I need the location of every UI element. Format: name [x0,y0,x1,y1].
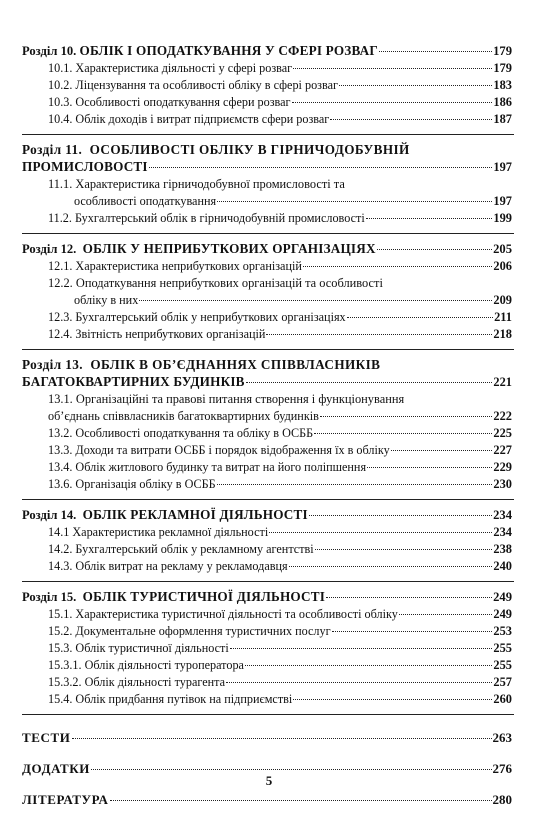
toc-item [22,425,512,442]
section-title-line1: ОБЛІК В ОБ’ЄДНАННЯХ СПІВВЛАСНИКІВ [90,357,381,372]
leader-dots [367,467,492,468]
item-label: 15.4. Облік придбання путівок на підприємстві [48,692,293,706]
leader-dots [366,218,493,219]
page-ref: 197 [493,160,512,174]
leader-dots [309,515,492,516]
section-divider [22,499,514,500]
leader-dots [292,102,493,103]
page-ref: 211 [494,310,512,324]
toc-section-14 [22,506,512,575]
page-ref: 179 [493,44,512,58]
item-label: 13.6. Організація обліку в ОСББ [48,477,216,491]
toc-item [22,275,512,309]
section-heading [22,141,512,176]
leader-dots [332,631,493,632]
section-title-line2: БАГАТОКВАРТИРНИХ БУДИНКІВ [22,374,245,389]
page-ref: 253 [493,624,512,638]
item-label: 11.2. Бухгалтерський облік в гірничодобувній промисловості [48,211,365,225]
item-label: 15.3.2. Облік діяльності турагента [48,675,226,689]
page-ref: 234 [493,525,512,539]
page-ref: 240 [493,559,512,573]
item-label: 13.2. Особливості оподаткування та обліку в ОСББ [48,426,314,440]
item-label-line1: 11.1. Характеристика гірничодобувної промисловості та [48,177,345,191]
leader-dots [226,682,492,683]
page-ref: 234 [493,508,512,522]
leader-dots [379,51,492,52]
page-ref: 186 [493,95,512,109]
toc-item [22,326,512,343]
toc-item [22,541,512,558]
page-ref: 280 [492,792,512,807]
page-ref: 249 [493,607,512,621]
page-ref: 276 [492,761,512,776]
page-ref: 209 [493,293,512,307]
toc-item [22,459,512,476]
section-divider [22,581,514,582]
section-prefix: Розділ 10. [22,44,77,58]
section-prefix: Розділ 13. [22,357,83,372]
back-label: ТЕСТИ [22,730,71,745]
page-ref: 197 [493,194,512,208]
item-label: 10.3. Особливості оподаткування сфери розваг [48,95,291,109]
page-ref: 206 [493,259,512,273]
section-prefix: Розділ 15. [22,590,77,604]
toc-item [22,657,512,674]
toc-item [22,60,512,77]
leader-dots [245,665,492,666]
section-divider [22,714,514,715]
table-of-contents [22,42,512,808]
leader-dots [230,648,493,649]
item-label: 15.3. Облік туристичної діяльності [48,641,229,655]
toc-item [22,558,512,575]
page-ref: 183 [493,78,512,92]
toc-back-tests [22,729,512,746]
toc-item [22,674,512,691]
toc-item [22,176,512,210]
item-label: 10.2. Ліцензування та особливості обліку в сфері розваг [48,78,338,92]
leader-dots [315,549,493,550]
section-divider [22,134,514,135]
item-label-line2: об’єднань співвласників багатоквартирних будинків [48,409,319,423]
section-title-line1: ОСОБЛИВОСТІ ОБЛІКУ В ГІРНИЧОДОБУВНІЙ [89,142,410,157]
section-title: ОБЛІК ТУРИСТИЧНОЇ ДІЯЛЬНОСТІ [82,589,326,604]
leader-dots [314,433,492,434]
section-heading [22,42,512,60]
page-ref: 187 [493,112,512,126]
item-label: 10.4. Облік доходів і витрат підприємств сфери розваг [48,112,330,126]
page-ref: 218 [493,327,512,341]
item-label: 12.4. Звітність неприбуткових організацій [48,327,266,341]
section-title: ОБЛІК РЕКЛАМНОЇ ДІЯЛЬНОСТІ [82,507,308,522]
section-prefix: Розділ 12. [22,242,77,256]
section-title: ОБЛІК І ОПОДАТКУВАННЯ У СФЕРІ РОЗВАГ [79,43,378,58]
leader-dots [217,484,493,485]
page-ref: 205 [493,242,512,256]
leader-dots [149,167,493,168]
leader-dots [110,800,492,801]
page-ref: 249 [493,590,512,604]
item-label: 13.4. Облік житлового будинку та витрат на його поліпшення [48,460,367,474]
section-divider [22,233,514,234]
section-heading [22,506,512,524]
leader-dots [91,769,491,770]
leader-dots [330,119,492,120]
page-ref: 222 [493,409,512,423]
leader-dots [266,334,492,335]
item-label: 14.2. Бухгалтерський облік у рекламному агентстві [48,542,314,556]
toc-item [22,111,512,128]
section-title-line2: ПРОМИСЛОВОСТІ [22,159,148,174]
leader-dots [289,566,493,567]
toc-section-11 [22,141,512,227]
page-ref: 263 [492,730,512,745]
toc-back-literature [22,791,512,808]
item-label-line1: 13.1. Організаційні та правові питання створення і функціонування [48,392,405,406]
toc-item [22,606,512,623]
section-divider [22,349,514,350]
item-label: 10.1. Характеристика діяльності у сфері розваг [48,61,293,75]
toc-item [22,309,512,326]
leader-dots [246,382,493,383]
page-ref: 225 [493,426,512,440]
page-ref: 260 [493,692,512,706]
leader-dots [139,300,492,301]
item-label: 12.1. Характеристика неприбуткових організацій [48,259,302,273]
page-ref: 179 [493,61,512,75]
page-ref: 227 [493,443,512,457]
item-label: 14.1 Характеристика рекламної діяльності [48,525,269,539]
leader-dots [391,450,493,451]
back-label: ДОДАТКИ [22,761,91,776]
item-label: 12.3. Бухгалтерський облік у неприбуткових організаціях [48,310,346,324]
leader-dots [293,699,492,700]
toc-item [22,476,512,493]
toc-item [22,94,512,111]
leader-dots [347,317,493,318]
leader-dots [72,738,492,739]
section-prefix: Розділ 14. [22,508,77,522]
toc-section-15 [22,588,512,708]
page-ref: 230 [493,477,512,491]
leader-dots [303,266,493,267]
leader-dots [217,201,492,202]
leader-dots [339,85,492,86]
toc-item [22,258,512,275]
leader-dots [326,597,492,598]
toc-item [22,442,512,459]
page-ref: 255 [493,658,512,672]
toc-item [22,640,512,657]
item-label: 15.3.1. Облік діяльності туроператора [48,658,244,672]
toc-item [22,524,512,541]
leader-dots [269,532,492,533]
page-ref: 255 [493,641,512,655]
item-label-line2: особливості оподаткування [74,194,217,208]
page-ref: 229 [493,460,512,474]
toc-item [22,623,512,640]
toc-section-12 [22,240,512,343]
item-label: 15.1. Характеристика туристичної діяльності та особливості обліку [48,607,398,621]
page-number: 5 [265,773,273,788]
section-heading [22,356,512,391]
toc-item [22,77,512,94]
leader-dots [377,249,492,250]
page-ref: 221 [493,375,512,389]
page-ref: 238 [493,542,512,556]
item-label: 15.2. Документальне оформлення туристичних послуг [48,624,331,638]
toc-item [22,210,512,227]
page-ref: 199 [493,211,512,225]
item-label: 13.3. Доходи та витрати ОСББ і порядок відображення їх в обліку [48,443,390,457]
leader-dots [293,68,492,69]
section-heading [22,588,512,606]
toc-section-13 [22,356,512,493]
item-label-line1: 12.2. Оподаткування неприбуткових організацій та особливості [48,276,383,290]
item-label: 14.3. Облік витрат на рекламу у рекламодавця [48,559,288,573]
section-title: ОБЛІК У НЕПРИБУТКОВИХ ОРГАНІЗАЦІЯХ [82,241,376,256]
toc-item [22,691,512,708]
leader-dots [399,614,493,615]
back-label: ЛІТЕРАТУРА [22,792,109,807]
item-label-line2: обліку в них [74,293,139,307]
page-ref: 257 [493,675,512,689]
leader-dots [320,416,493,417]
toc-section-10 [22,42,512,128]
section-heading [22,240,512,258]
toc-item [22,391,512,425]
section-prefix: Розділ 11. [22,142,83,157]
